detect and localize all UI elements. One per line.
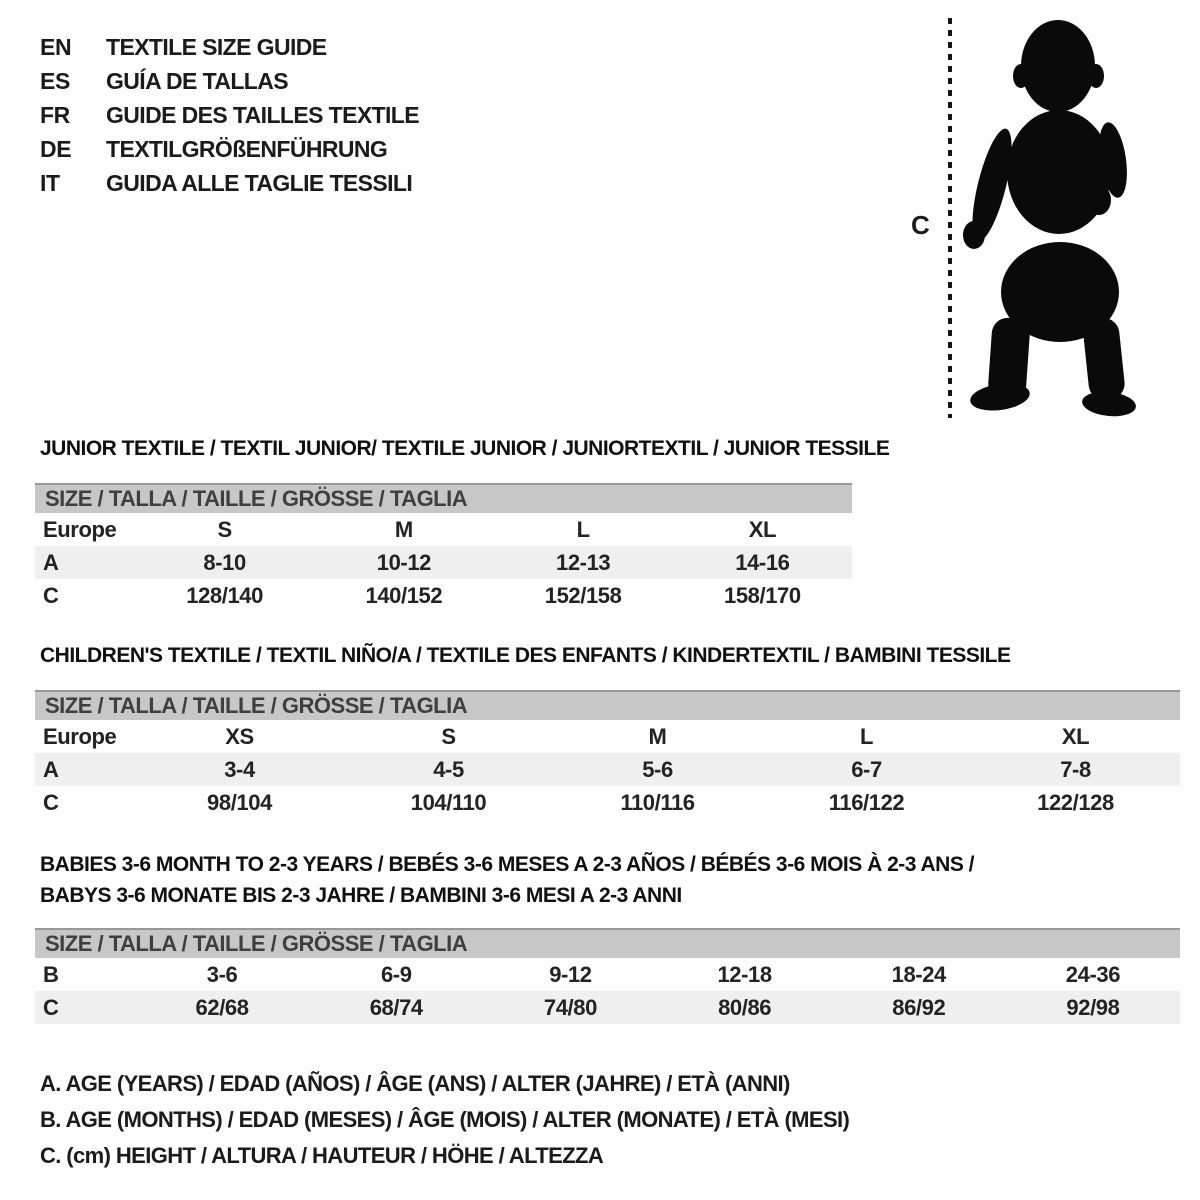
language-code: DE (40, 135, 72, 162)
height-value: 122/128 (1037, 789, 1114, 815)
height-value: 68/74 (369, 994, 423, 1020)
height-measure-dashed-line (948, 18, 952, 418)
size-value: XL (748, 516, 777, 542)
height-value: 152/158 (544, 582, 622, 608)
age-value: 7-8 (1060, 756, 1091, 782)
language-row-fr (40, 98, 419, 132)
age-value: 14-16 (735, 549, 790, 575)
age-value: 8-10 (203, 549, 246, 575)
babies-height-row (35, 991, 1180, 1024)
babies-size-header-bar: SIZE / TALLA / TAILLE / GRÖSSE / TAGLIA (35, 928, 1180, 958)
height-value: 116/122 (828, 789, 905, 815)
children-section-title: CHILDREN'S TEXTILE / TEXTIL NIÑO/A / TEXTILE DES ENFANTS / KINDERTEXTIL / BAMBINI TESSILE (40, 644, 1011, 667)
language-row-es (40, 64, 419, 98)
size-value: L (576, 516, 590, 542)
guide-title-en: TEXTILE SIZE GUIDE (106, 33, 327, 60)
language-code: EN (40, 33, 72, 60)
legend-age-years: A. AGE (YEARS) / EDAD (AÑOS) / ÂGE (ANS) / ALTER (JAHRE) / ETÀ (ANNI) (40, 1071, 790, 1096)
children-size-header-bar: SIZE / TALLA / TAILLE / GRÖSSE / TAGLIA (35, 690, 1180, 720)
months-value: 3-6 (206, 961, 238, 987)
language-code: ES (40, 67, 70, 94)
size-value: M (648, 723, 667, 749)
height-value: 110/116 (620, 789, 695, 815)
legend-height-cm: C. (cm) HEIGHT / ALTURA / HAUTEUR / HÖHE / ALTEZZA (40, 1143, 604, 1168)
height-value: 74/80 (543, 994, 597, 1020)
height-value: 98/104 (207, 789, 272, 815)
age-value: 10-12 (376, 549, 432, 575)
babies-months-row (35, 958, 1180, 991)
row-label: A (43, 549, 59, 575)
height-value: 92/98 (1066, 994, 1120, 1020)
row-label: A (43, 756, 59, 782)
junior-age-row (35, 546, 852, 579)
months-value: 12-18 (717, 961, 772, 987)
row-label: Europe (43, 723, 117, 749)
legend-age-months: B. AGE (MONTHS) / EDAD (MESES) / ÂGE (MOIS) / ALTER (MONATE) / ETÀ (MESI) (40, 1107, 850, 1132)
language-row-de (40, 132, 419, 166)
age-value: 5-6 (642, 756, 673, 782)
size-value: S (441, 723, 456, 749)
language-title-block (40, 30, 419, 200)
size-value: S (217, 516, 232, 542)
age-value: 3-4 (224, 756, 255, 782)
babies-size-table (35, 928, 1180, 1024)
size-value: L (859, 723, 874, 749)
height-value: 104/110 (410, 789, 487, 815)
height-value: 158/170 (724, 582, 801, 608)
age-value: 6-7 (851, 756, 882, 782)
junior-height-row (35, 579, 852, 612)
junior-size-header-bar: SIZE / TALLA / TAILLE / GRÖSSE / TAGLIA (35, 483, 852, 513)
height-value: 140/152 (365, 582, 443, 608)
junior-section-title: JUNIOR TEXTILE / TEXTIL JUNIOR/ TEXTILE JUNIOR / JUNIORTEXTIL / JUNIOR TESSILE (40, 437, 890, 460)
height-value: 80/86 (718, 994, 772, 1020)
size-value: M (394, 516, 413, 542)
height-value: 128/140 (186, 582, 263, 608)
measurement-legend (40, 1066, 849, 1174)
height-value: 62/68 (195, 994, 249, 1020)
babies-title-line1: BABIES 3-6 MONTH TO 2-3 YEARS / BEBÉS 3-6 MESES A 2-3 AÑOS / BÉBÉS 3-6 MOIS À 2-3 ANS / (40, 853, 975, 876)
height-measure-label: C (911, 210, 930, 240)
babies-section-title (40, 849, 974, 911)
guide-title-de: TEXTILGRÖßENFÜHRUNG (106, 135, 388, 162)
toddler-silhouette-image (962, 20, 1140, 420)
row-label: B (43, 961, 59, 987)
age-value: 4-5 (433, 756, 464, 782)
junior-europe-row (35, 513, 852, 546)
language-code: IT (40, 169, 60, 196)
babies-title-line2: BABYS 3-6 MONATE BIS 2-3 JAHRE / BAMBINI 3-6 MESI A 2-3 ANNI (40, 884, 682, 907)
months-value: 18-24 (891, 961, 946, 987)
height-value: 86/92 (892, 994, 946, 1020)
age-value: 12-13 (555, 549, 611, 575)
size-value: XS (225, 723, 254, 749)
size-value: XL (1061, 723, 1090, 749)
months-value: 24-36 (1065, 961, 1121, 987)
guide-title-fr: GUIDE DES TAILLES TEXTILE (106, 101, 419, 128)
guide-title-es: GUÍA DE TALLAS (106, 67, 288, 94)
language-row-it (40, 166, 419, 200)
children-europe-row (35, 720, 1180, 753)
language-row-en (40, 30, 419, 64)
months-value: 9-12 (549, 961, 592, 987)
row-label: C (43, 994, 59, 1020)
junior-size-table (35, 483, 852, 612)
row-label: C (43, 582, 59, 608)
row-label: Europe (43, 516, 117, 542)
children-age-row (35, 753, 1180, 786)
children-height-row (35, 786, 1180, 819)
months-value: 6-9 (380, 961, 412, 987)
row-label: C (43, 789, 59, 815)
language-code: FR (40, 101, 70, 128)
guide-title-it: GUIDA ALLE TAGLIE TESSILI (106, 169, 413, 196)
children-size-table (35, 690, 1180, 819)
